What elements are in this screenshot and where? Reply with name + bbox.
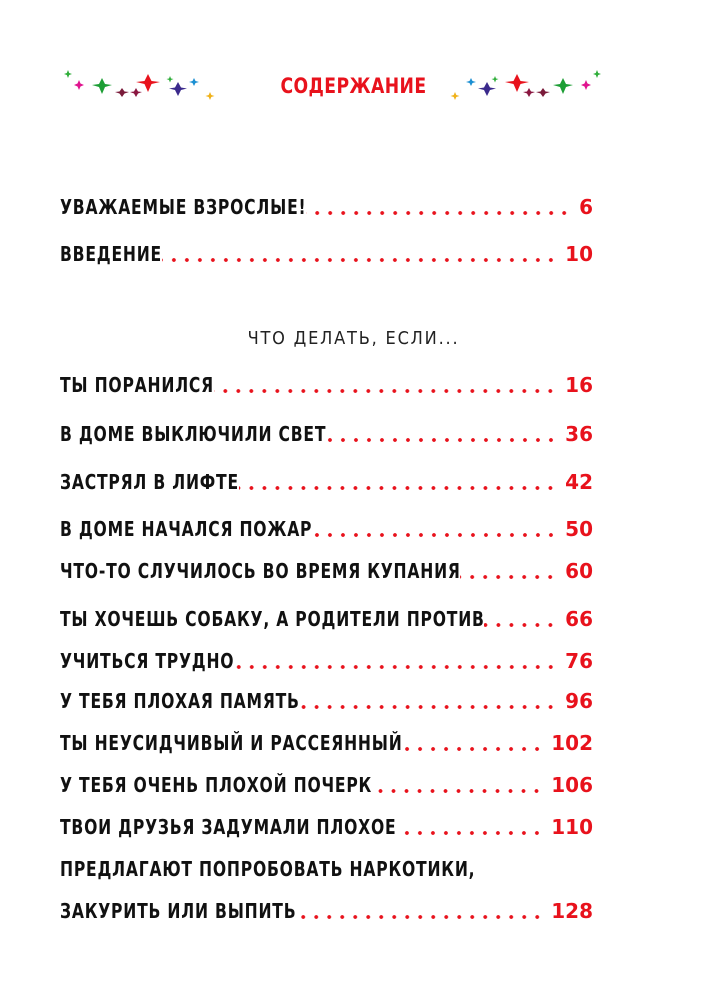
dot-leader bbox=[403, 747, 544, 751]
toc-entry-page: 10 bbox=[565, 242, 593, 266]
toc-entry-page: 66 bbox=[565, 607, 593, 631]
toc-entry[interactable] bbox=[60, 516, 593, 542]
toc-entry-page: 42 bbox=[565, 470, 593, 494]
dot-leader bbox=[460, 575, 557, 579]
section-heading: ЧТО ДЕЛАТЬ, ЕСЛИ... bbox=[247, 328, 460, 349]
toc-entry-title: В ДОМЕ НАЧАЛСЯ ПОЖАР bbox=[60, 517, 313, 541]
toc-entry-page: 6 bbox=[579, 195, 593, 219]
toc-entry-page: 76 bbox=[565, 649, 593, 673]
toc-entry[interactable] bbox=[60, 606, 593, 632]
dot-leader bbox=[306, 211, 571, 215]
toc-entry-page: 16 bbox=[565, 373, 593, 397]
dot-leader bbox=[327, 438, 557, 442]
toc-entry[interactable] bbox=[60, 898, 593, 924]
toc-entry[interactable] bbox=[60, 648, 593, 674]
toc-entry[interactable] bbox=[60, 194, 593, 220]
toc-entry-title: ВВЕДЕНИЕ bbox=[60, 242, 162, 266]
toc-entry-page: 106 bbox=[551, 773, 593, 797]
toc-entry[interactable] bbox=[60, 688, 593, 714]
toc-entry-page: 110 bbox=[551, 815, 593, 839]
toc-entry-title: ТЫ НЕУСИДЧИВЫЙ И РАССЕЯННЫЙ bbox=[60, 731, 403, 755]
toc-entry-title: УВАЖАЕМЫЕ ВЗРОСЛЫЕ! bbox=[60, 195, 307, 219]
toc-entry-title: В ДОМЕ ВЫКЛЮЧИЛИ СВЕТ bbox=[60, 422, 327, 446]
toc-entry-title: УЧИТЬСЯ ТРУДНО bbox=[60, 649, 235, 673]
toc-entry-title: ЗАСТРЯЛ В ЛИФТЕ bbox=[60, 470, 239, 494]
toc-entry[interactable] bbox=[60, 558, 593, 584]
toc-entry-page: 60 bbox=[565, 559, 593, 583]
toc-entry-title: ТВОИ ДРУЗЬЯ ЗАДУМАЛИ ПЛОХОЕ bbox=[60, 815, 397, 839]
toc-entry-title: ПРЕДЛАГАЮТ ПОПРОБОВАТЬ НАРКОТИКИ, bbox=[60, 857, 476, 881]
contents-header bbox=[0, 66, 707, 106]
toc-entry-title: ЗАКУРИТЬ ИЛИ ВЫПИТЬ bbox=[60, 899, 297, 923]
toc-entry-line[interactable] bbox=[60, 856, 593, 882]
page-title: СОДЕРЖАНИЕ bbox=[280, 74, 427, 98]
toc-entry[interactable] bbox=[60, 772, 593, 798]
toc-entry[interactable] bbox=[60, 814, 593, 840]
toc-entry-title: У ТЕБЯ ПЛОХАЯ ПАМЯТЬ bbox=[60, 689, 300, 713]
toc-entry-page: 36 bbox=[565, 422, 593, 446]
dot-leader bbox=[234, 665, 557, 669]
toc-entry[interactable] bbox=[60, 241, 593, 267]
toc-entry[interactable] bbox=[60, 730, 593, 756]
dot-leader bbox=[313, 533, 557, 537]
toc-entry[interactable] bbox=[60, 372, 593, 398]
dot-leader bbox=[372, 789, 543, 793]
toc-entry-page: 96 bbox=[565, 689, 593, 713]
toc-entry[interactable] bbox=[60, 469, 593, 495]
toc-entry-title: ЧТО-ТО СЛУЧИЛОСЬ ВО ВРЕМЯ КУПАНИЯ bbox=[60, 559, 461, 583]
toc-entry-title: ТЫ ПОРАНИЛСЯ bbox=[60, 373, 214, 397]
dot-leader bbox=[162, 258, 557, 262]
toc-entry-title: У ТЕБЯ ОЧЕНЬ ПЛОХОЙ ПОЧЕРК bbox=[60, 773, 373, 797]
star-garland-icon bbox=[445, 66, 605, 106]
dot-leader bbox=[397, 831, 543, 835]
toc-entry-page: 102 bbox=[551, 731, 593, 755]
dot-leader bbox=[239, 486, 557, 490]
toc-entry[interactable] bbox=[60, 421, 593, 447]
toc-entry-page: 50 bbox=[565, 517, 593, 541]
dot-leader bbox=[484, 623, 557, 627]
toc-entry-title: ТЫ ХОЧЕШЬ СОБАКУ, А РОДИТЕЛИ ПРОТИВ bbox=[60, 607, 485, 631]
toc-entry-page: 128 bbox=[551, 899, 593, 923]
dot-leader bbox=[214, 389, 557, 393]
dot-leader bbox=[297, 915, 544, 919]
dot-leader bbox=[300, 705, 557, 709]
